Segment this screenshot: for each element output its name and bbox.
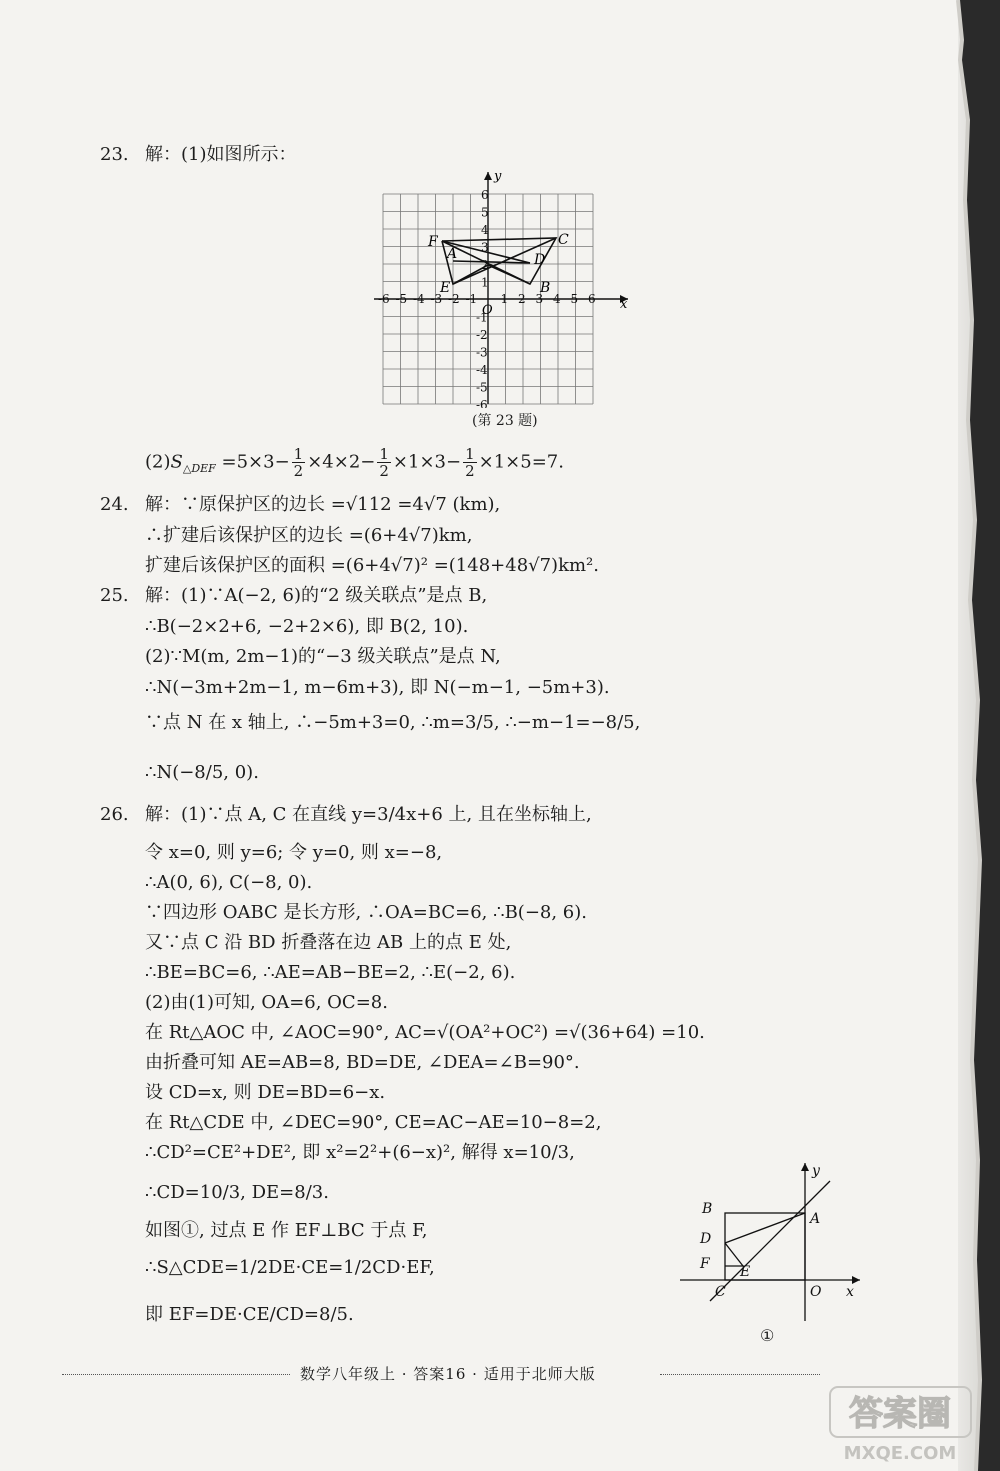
q26-line14: 如图①, 过点 E 作 EF⊥BC 于点 F,: [145, 1220, 428, 1241]
fold-figure: [680, 1163, 875, 1323]
y-tick-label: 6: [481, 188, 489, 202]
fig-axis-y: y: [812, 1163, 820, 1179]
q25-line2: ∴B(−2×2+6, −2+2×6), 即 B(2, 10).: [145, 616, 469, 637]
y-tick-label: 3: [481, 240, 489, 255]
point-label-e: E: [440, 280, 451, 296]
q26-line5: 又∵点 C 沿 BD 折叠落在边 AB 上的点 E 处,: [145, 932, 512, 953]
q25-line1: 解：(1)∵A(−2, 6)的“2 级关联点”是点 B,: [145, 585, 488, 606]
fig-point-c: C: [715, 1284, 726, 1300]
figure-number: ①: [760, 1326, 775, 1345]
point-label-f: F: [428, 234, 438, 250]
axis-label-y: y: [494, 169, 502, 184]
fig-axis-x: x: [846, 1284, 854, 1300]
q23-line1: 解：(1)如图所示：: [145, 144, 297, 165]
fig-point-a: A: [810, 1211, 821, 1227]
figure-caption: (第 23 题): [472, 413, 538, 429]
q26-line10: 设 CD=x, 则 DE=BD=6−x.: [145, 1082, 386, 1103]
fig-point-f: F: [700, 1256, 710, 1272]
q26-line9: 由折叠可知 AE=AB=8, BD=DE, ∠DEA=∠B=90°.: [145, 1052, 580, 1073]
x-tick-label: 2: [518, 292, 526, 306]
fig-point-b: B: [702, 1201, 713, 1217]
footer-rule-right: [660, 1374, 820, 1375]
point-label-a: A: [447, 246, 458, 262]
watermark-text: 答案圈: [849, 1394, 951, 1434]
x-tick-label: 1: [500, 292, 509, 306]
q25-number: 25.: [100, 585, 129, 606]
x-tick-label: -5: [395, 292, 408, 306]
q25-line6: ∴N(−8/5, 0).: [145, 762, 259, 783]
y-tick-label: 2: [481, 258, 489, 272]
x-tick-label: 3: [535, 292, 544, 306]
x-tick-label: 5: [570, 292, 579, 306]
q26-line4: ∵四边形 OABC 是长方形, ∴OA=BC=6, ∴B(−8, 6).: [145, 902, 588, 923]
axis-label-x: x: [620, 297, 628, 312]
point-label-c: C: [558, 232, 569, 248]
q25-line3: (2)∵M(m, 2m−1)的“−3 级关联点”是点 N,: [145, 646, 501, 667]
y-tick-label: -6: [476, 398, 488, 408]
q26-line11: 在 Rt△CDE 中, ∠DEC=90°, CE=AC−AE=10−8=2,: [145, 1112, 602, 1133]
point-label-b: B: [540, 280, 551, 296]
q26-line15: ∴S△CDE=1/2DE·CE=1/2CD·EF,: [145, 1257, 435, 1278]
q23-line2: $(2)S_{\triangle DEF} =5\times 3-$ $\frac{1}{2}$ ×4×2− $\frac{1}{2}$ ×1×3− $\frac{1}{2}$ ×1×5=7.: [145, 445, 564, 480]
y-tick-label: -2: [476, 328, 488, 342]
watermark-url: MXQE.COM: [843, 1443, 957, 1464]
q24-line3: 扩建后该保护区的面积 =(6+4√7)² =(148+48√7)km².: [145, 555, 599, 576]
q26-line3: ∴A(0, 6), C(−8, 0).: [145, 872, 313, 893]
x-tick-label: -1: [465, 292, 478, 306]
footer-text: 数学八年级上 · 答案16 · 适用于北师大版: [300, 1365, 596, 1383]
x-tick-label: -3: [430, 292, 443, 306]
q26-line6: ∴BE=BC=6, ∴AE=AB−BE=2, ∴E(−2, 6).: [145, 962, 516, 983]
q25-line5: ∵点 N 在 x 轴上, ∴−5m+3=0, ∴m=3/5, ∴−m−1=−8/5,: [145, 712, 641, 733]
q26-line8: 在 Rt△AOC 中, ∠AOC=90°, AC=√(OA²+OC²) =√(36+64) =10.: [145, 1022, 705, 1043]
fig-point-o: O: [810, 1284, 822, 1300]
fig-point-d: D: [700, 1231, 712, 1247]
q26-number: 26.: [100, 804, 129, 825]
q26-line12: ∴CD²=CE²+DE², 即 x²=2²+(6−x)², 解得 x=10/3,: [145, 1142, 575, 1163]
y-tick-label: -4: [476, 363, 488, 377]
y-tick-label: 4: [481, 223, 489, 237]
q24-line1: 解：∵原保护区的边长 =√112 =4√7 (km),: [145, 494, 501, 515]
q26-line2: 令 x=0, 则 y=6; 令 y=0, 则 x=−8,: [145, 842, 443, 863]
y-tick-label: -3: [476, 345, 488, 360]
x-tick-label: 6: [588, 292, 596, 306]
y-tick-label: -1: [476, 310, 488, 325]
point-label-d: D: [534, 252, 546, 268]
coordinate-grid-figure: [370, 168, 630, 408]
q23-number: 23.: [100, 144, 129, 165]
origin-label: O: [482, 303, 493, 318]
q26-line13: ∴CD=10/3, DE=8/3.: [145, 1182, 329, 1203]
torn-edge: [920, 0, 1000, 1471]
x-tick-label: -6: [378, 292, 390, 306]
q26-line7: (2)由(1)可知, OA=6, OC=8.: [145, 992, 388, 1013]
x-tick-label: 4: [553, 292, 561, 306]
y-tick-label: 5: [481, 205, 489, 220]
q25-line4: ∴N(−3m+2m−1, m−6m+3), 即 N(−m−1, −5m+3).: [145, 677, 610, 698]
q26-line1: 解：(1)∵点 A, C 在直线 y=3/4x+6 上, 且在坐标轴上,: [145, 804, 592, 825]
x-tick-label: -4: [413, 292, 425, 306]
x-tick-label: -2: [448, 292, 460, 306]
q24-line2: ∴扩建后该保护区的边长 =(6+4√7)km,: [145, 525, 473, 546]
y-tick-label: 1: [481, 275, 489, 290]
q26-line16: 即 EF=DE·CE/CD=8/5.: [145, 1304, 354, 1325]
q24-number: 24.: [100, 494, 129, 515]
fig-point-e: E: [740, 1264, 751, 1280]
watermark-logo: [828, 1385, 973, 1465]
footer-rule-left: [62, 1374, 290, 1375]
y-tick-label: -5: [476, 380, 488, 395]
